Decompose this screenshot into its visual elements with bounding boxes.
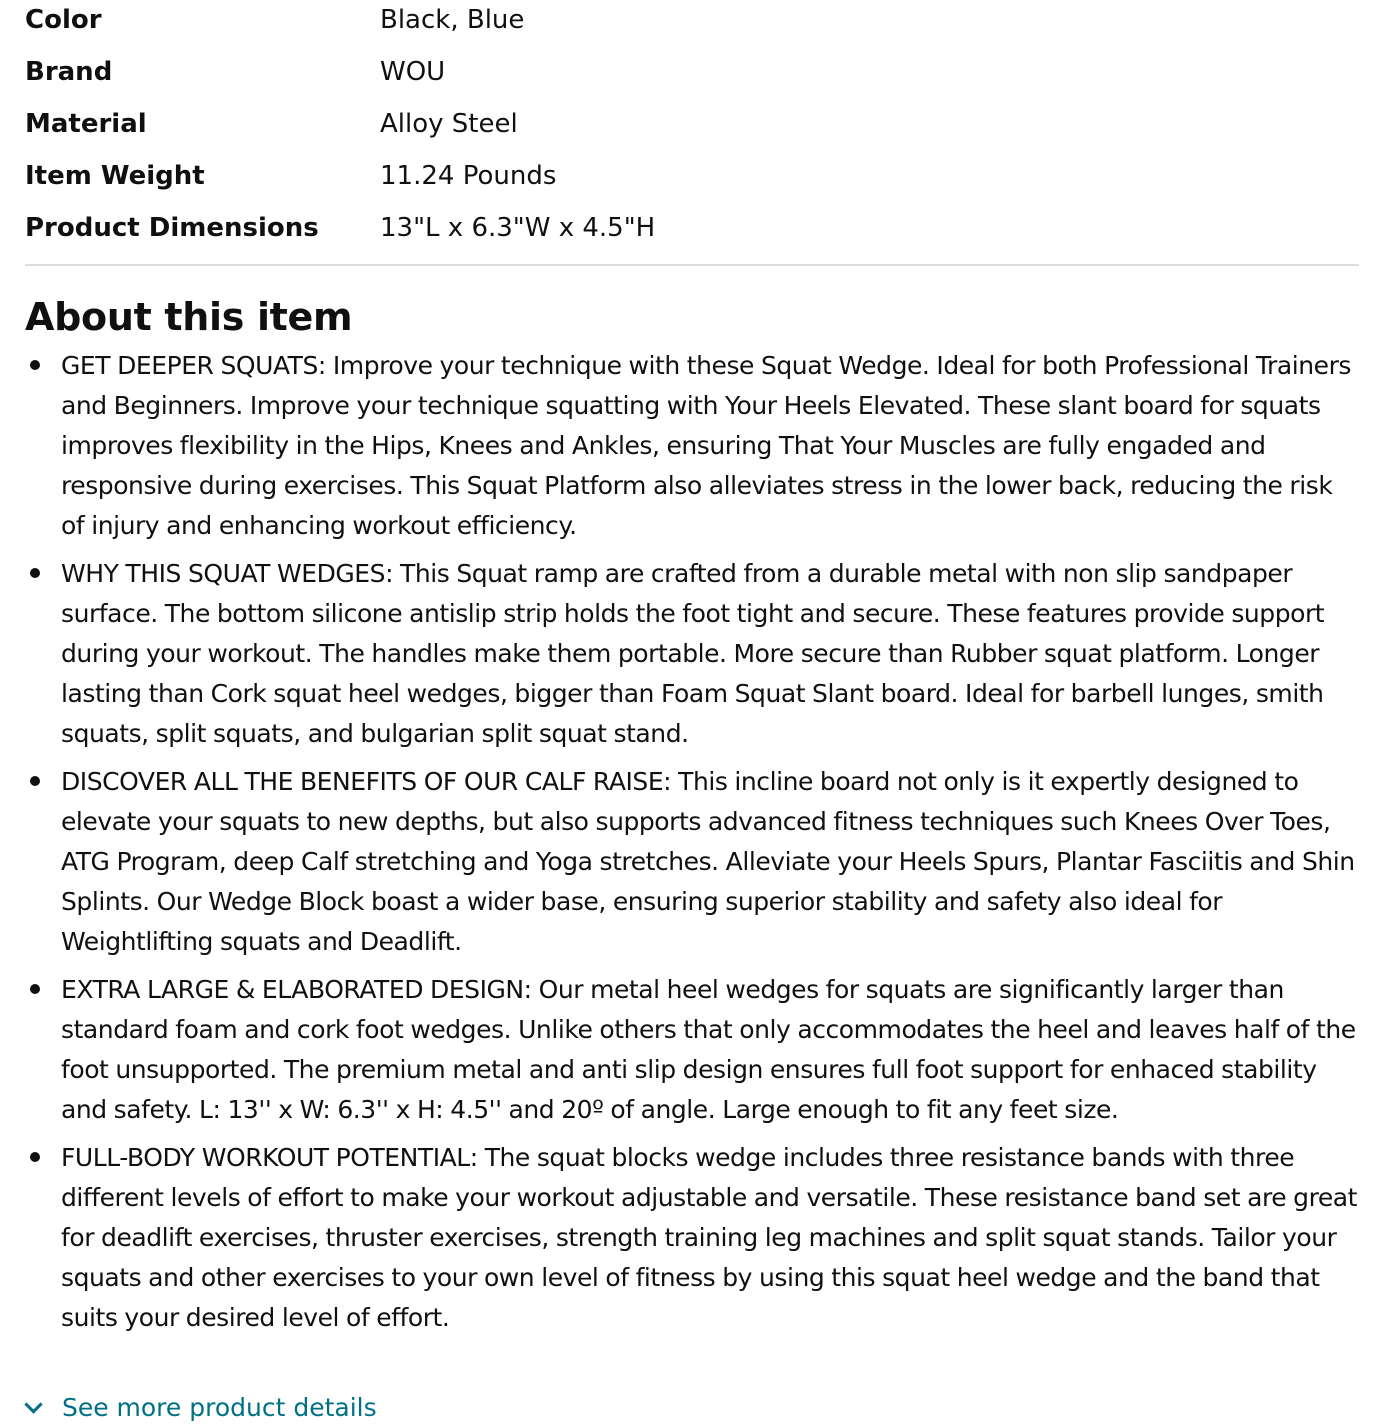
bullet-dot-icon — [30, 1152, 40, 1162]
product-details — [25, 0, 1359, 1346]
spec-value: Alloy Steel — [380, 109, 518, 139]
bullet-text: EXTRA LARGE & ELABORATED DESIGN: Our metal heel wedges for squats are significantly larger than standard foam and cork foot wedges. Unlike others that only accommodates the heel and leaves half of the foot unsupported. The premium metal and anti slip design ensures full foot support for enhaced stability and safety. L: 13'' x W: 6.3'' x H: 4.5'' and 20º of angle. Large enough to fit any feet size. — [61, 975, 1356, 1124]
bullet-text: DISCOVER ALL THE BENEFITS OF OUR CALF RAISE: This incline board not only is it expertly designed to elevate your squats to new depths, but also supports advanced fitness techniques such Knees Over Toes, ATG Program, deep Calf stretching and Yoga stretches. Alleviate your Heels Spurs, Plantar Fasciitis and Shin Splints. Our Wedge Block boast a wider base, ensuring superior stability and safety also ideal for Weightlifting squats and Deadlift. — [61, 767, 1355, 956]
bullet-text: FULL-BODY WORKOUT POTENTIAL: The squat blocks wedge includes three resistance bands with three different levels of effort to make your workout adjustable and versatile. These resistance band set are great for deadlift exercises, thruster exercises, strength training leg machines and split squat stands. Tailor your squats and other exercises to your own level of fitness by using this squat heel wedge and the band that suits your desired level of effort. — [61, 1143, 1358, 1332]
spec-value: 11.24 Pounds — [380, 161, 557, 191]
bullet-text: WHY THIS SQUAT WEDGES: This Squat ramp are crafted from a durable metal with non slip sandpaper surface. The bottom silicone antislip strip holds the foot tight and secure. These features provide support during your workout. The handles make them portable. More secure than Rubber squat platform. Longer lasting than Cork squat heel wedges, bigger than Foam Squat Slant board. Ideal for barbell lunges, smith squats, split squats, and bulgarian split squat stand. — [61, 559, 1325, 748]
see-more-label: See more product details — [61, 1393, 377, 1422]
spec-label: Brand — [25, 57, 113, 87]
bullet-dot-icon — [30, 984, 40, 994]
about-bullet-list — [25, 346, 1359, 1338]
about-bullet-item — [25, 554, 1359, 754]
spec-label: Product Dimensions — [25, 213, 319, 243]
about-bullet-item — [25, 970, 1359, 1130]
spec-row-color — [25, 0, 1359, 46]
see-more-product-details-link[interactable] — [25, 1388, 377, 1428]
section-divider — [25, 264, 1359, 266]
spec-row-product-dimensions — [25, 202, 1359, 254]
about-bullet-item — [25, 1138, 1359, 1338]
about-bullet-item — [25, 762, 1359, 962]
spec-value: 13"L x 6.3"W x 4.5"H — [380, 213, 656, 243]
spec-row-brand — [25, 46, 1359, 98]
spec-row-material — [25, 98, 1359, 150]
spec-row-item-weight — [25, 150, 1359, 202]
spec-label: Item Weight — [25, 161, 205, 191]
about-this-item-heading: About this item — [25, 295, 353, 339]
spec-label: Material — [25, 109, 147, 139]
spec-value: WOU — [380, 57, 446, 87]
bullet-dot-icon — [30, 360, 40, 370]
bullet-dot-icon — [30, 568, 40, 578]
bullet-text: GET DEEPER SQUATS: Improve your technique with these Squat Wedge. Ideal for both Professional Trainers and Beginners. Improve your technique squatting with Your Heels Elevated. These slant board for squats improves flexibility in the Hips, Knees and Ankles, ensuring That Your Muscles are fully engaded and responsive during exercises. This Squat Platform also alleviates stress in the lower back, reducing the risk of injury and enhancing workout efficiency. — [61, 351, 1351, 540]
spec-label: Color — [25, 5, 102, 35]
spec-value: Black, Blue — [380, 5, 525, 35]
chevron-down-icon — [24, 1395, 42, 1413]
bullet-dot-icon — [30, 776, 40, 786]
spec-table — [25, 0, 1359, 254]
about-bullet-item — [25, 346, 1359, 546]
